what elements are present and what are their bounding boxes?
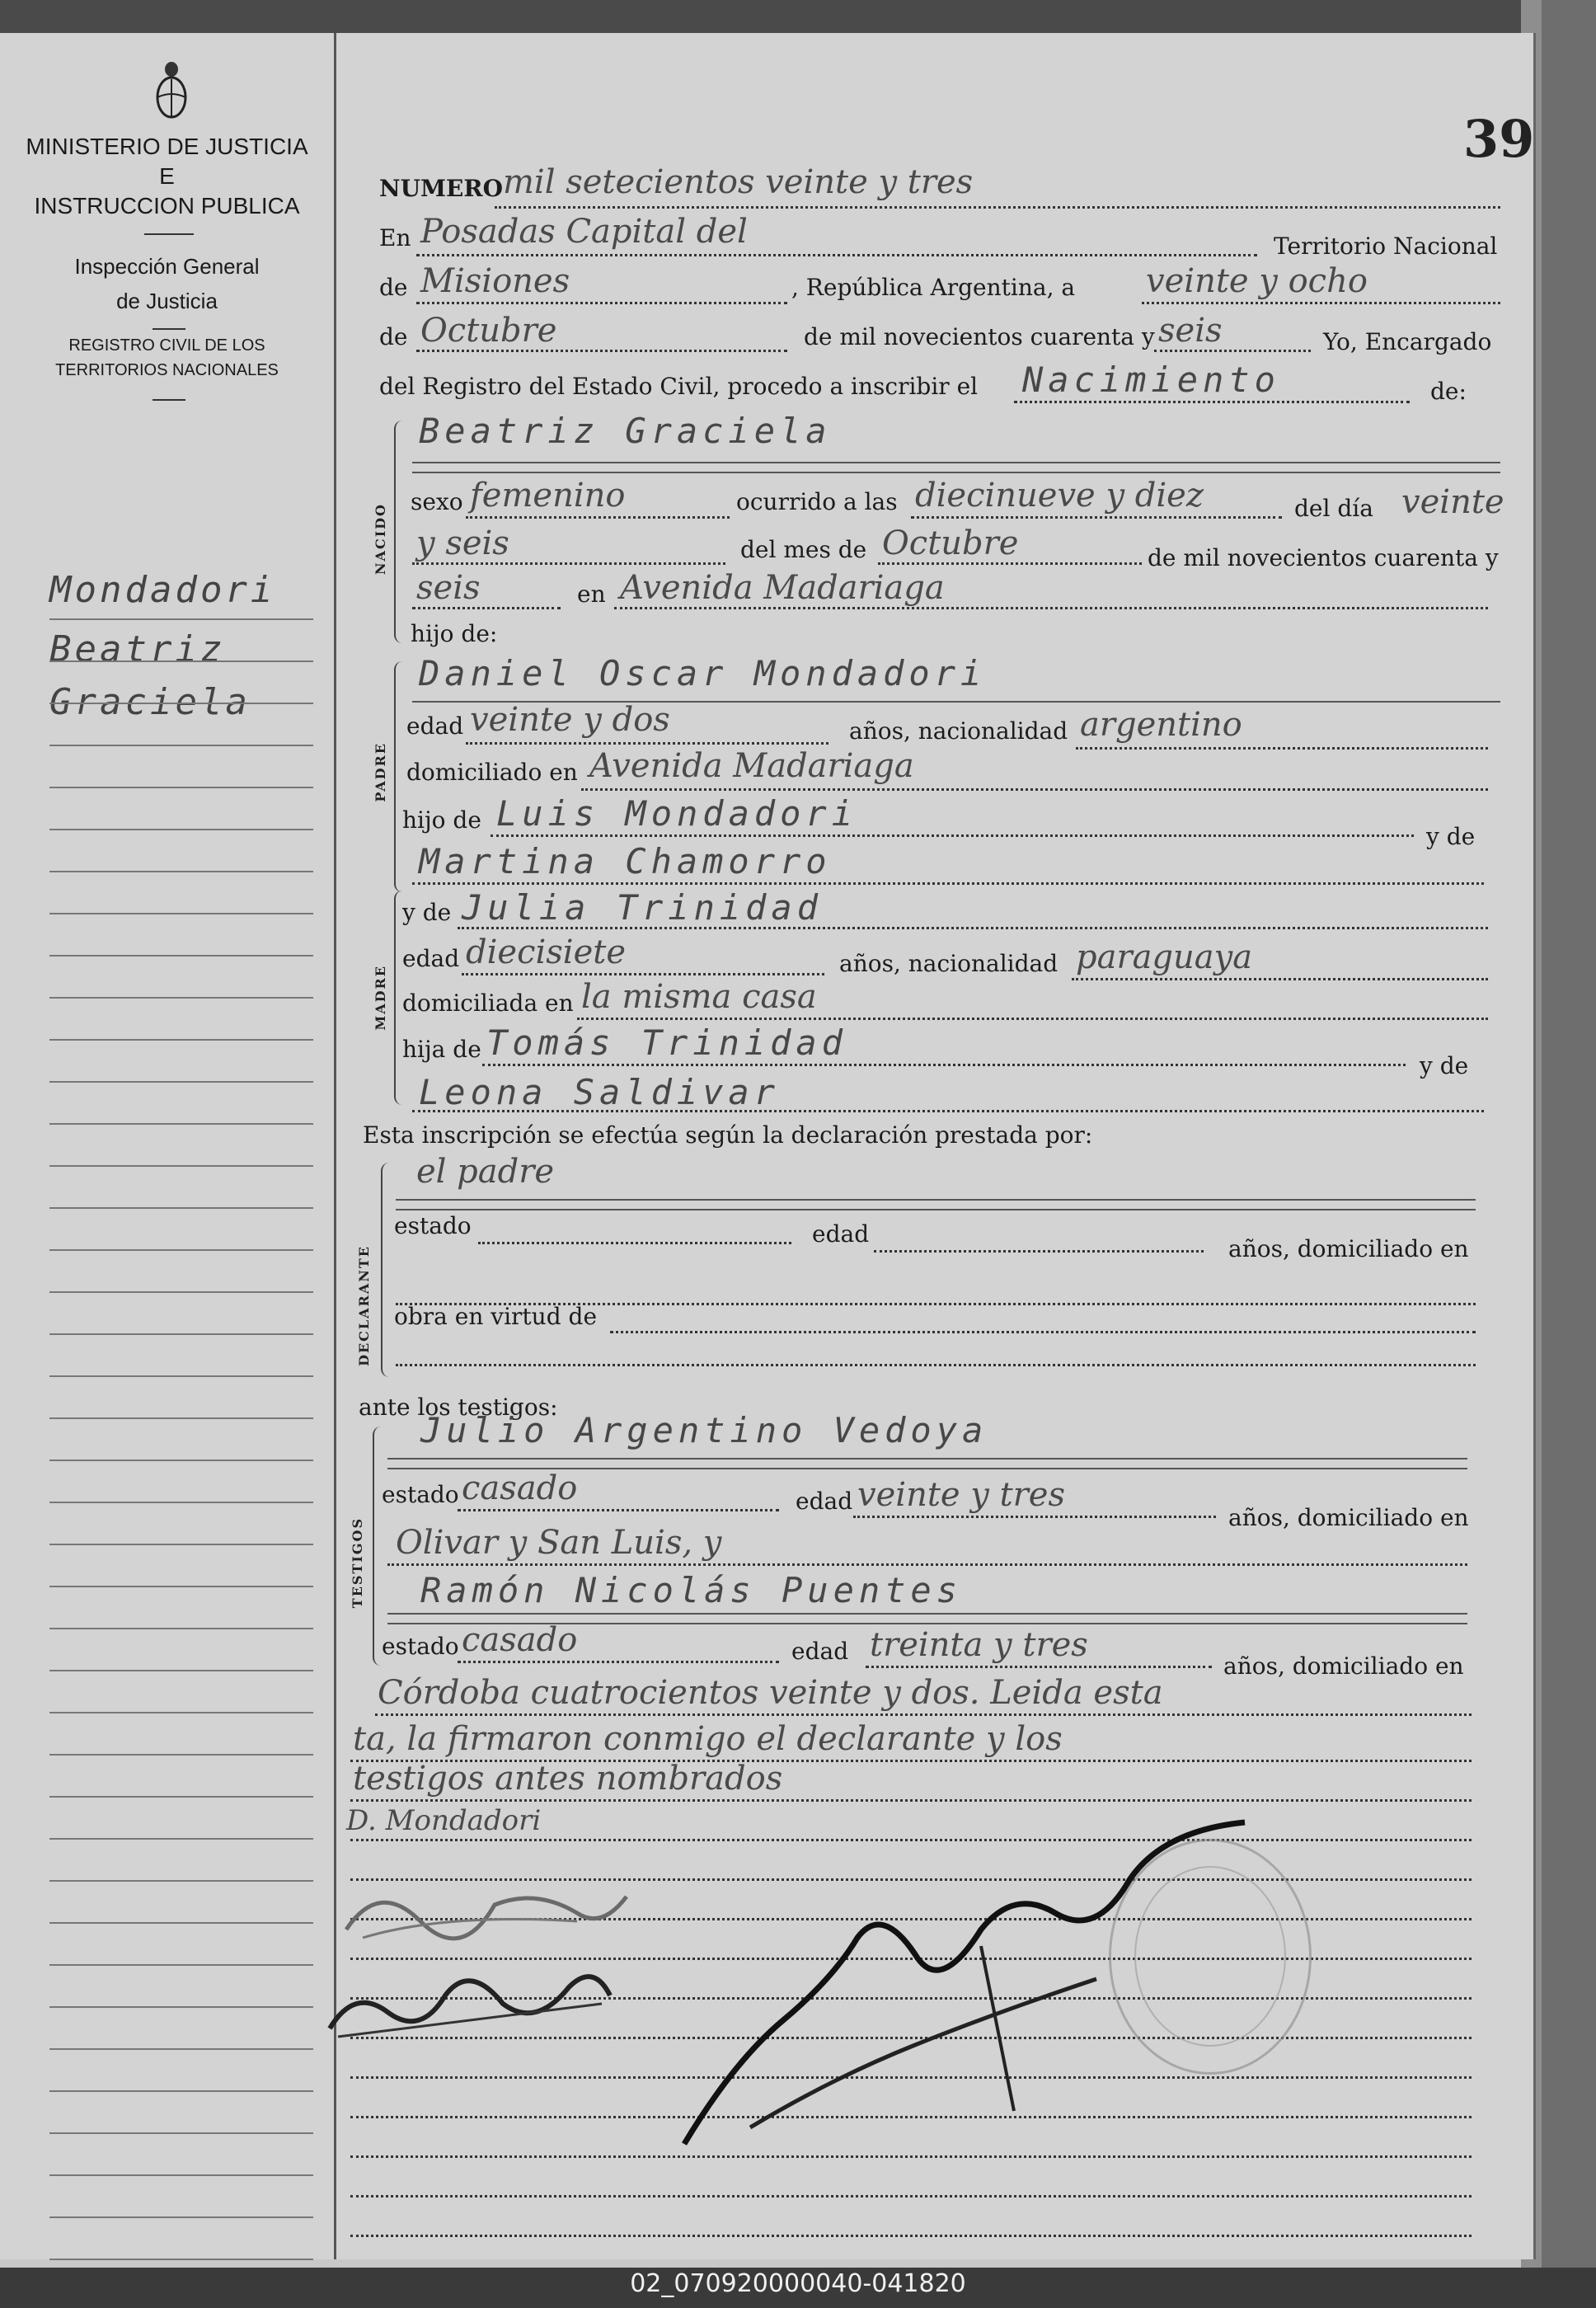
label-domiciliado-padre: domiciliado en — [406, 759, 578, 786]
rule-line — [387, 1458, 1467, 1460]
value-testigo1-estado: casado — [462, 1469, 578, 1507]
rule-line — [396, 1209, 1476, 1210]
value-madre-padre: Tomás Trinidad — [486, 1022, 848, 1063]
margin-ruled-line — [49, 1922, 313, 1924]
value-dia-cont: y seis — [416, 524, 509, 562]
margin-ruled-line — [49, 2090, 313, 2092]
header-divider-2 — [153, 328, 185, 330]
label-en-lugar: en — [577, 581, 606, 608]
witness-signature-2-icon — [322, 1938, 618, 2053]
label-estado-t1: estado — [382, 1481, 459, 1508]
margin-ruled-line — [49, 1375, 313, 1377]
value-madre-nac: paraguaya — [1076, 938, 1253, 976]
label-del-mes: del mes de — [740, 536, 867, 563]
dotted-line — [458, 1509, 779, 1511]
side-label-declarante: DECLARANTE — [356, 1245, 372, 1366]
value-anio: seis — [1158, 312, 1223, 350]
dotted-line — [878, 562, 1142, 565]
margin-column — [0, 33, 336, 2259]
value-padre-madre: Martina Chamorro — [419, 841, 832, 881]
value-padre-nombre: Daniel Oscar Mondadori — [419, 653, 987, 693]
dotted-line — [375, 1713, 1472, 1716]
label-registro: del Registro del Estado Civil, procedo a inscribir el — [379, 373, 979, 400]
label-del-dia: del día — [1294, 495, 1373, 522]
dotted-line — [1154, 350, 1311, 352]
signature-line — [350, 2235, 1472, 2237]
margin-ruled-line — [49, 997, 313, 999]
margin-ruled-line — [49, 1502, 313, 1503]
value-cierre-2: testigos antes nombrados — [353, 1760, 783, 1798]
label-de: de — [379, 274, 408, 301]
ministry-line3: INSTRUCCION PUBLICA — [34, 193, 300, 219]
margin-ruled-line — [49, 1838, 313, 1840]
margin-ruled-line — [49, 1333, 313, 1335]
margin-ruled-line — [49, 1670, 313, 1671]
value-territorio: Misiones — [420, 262, 570, 300]
dotted-line — [614, 607, 1488, 609]
national-crest-icon — [151, 58, 192, 124]
stamp-inner-ring — [1134, 1866, 1286, 2047]
dotted-line — [396, 1364, 1476, 1366]
value-padre-dom: Avenida Madariaga — [589, 747, 914, 785]
rule-line — [412, 462, 1500, 463]
margin-second-name: Graciela — [49, 681, 251, 723]
dotted-line — [466, 742, 829, 745]
margin-ruled-line — [49, 1796, 313, 1798]
dotted-line — [387, 1563, 1467, 1566]
dotted-line — [416, 254, 1257, 256]
sheet-number: 39 — [1463, 109, 1535, 169]
label-anios-nac-madre: años, nacionalidad — [839, 950, 1059, 977]
label-hija-de: hija de — [402, 1036, 481, 1063]
side-label-testigos: TESTIGOS — [350, 1517, 365, 1609]
value-cierre-1: ta, la firmaron conmigo el declarante y los — [353, 1720, 1063, 1758]
label-anios-nac-padre: años, nacionalidad — [849, 717, 1068, 745]
header-divider-3 — [153, 399, 185, 401]
value-madre-madre: Leona Saldivar — [419, 1072, 781, 1112]
label-de-mil-2: de mil novecientos cuarenta y — [1148, 544, 1499, 571]
margin-ruled-line — [49, 913, 313, 914]
value-testigo1-dom: Olivar y San Luis, y — [396, 1524, 722, 1562]
value-fecha-dia: veinte y ocho — [1146, 262, 1368, 300]
dotted-line — [610, 1331, 1476, 1333]
dotted-line — [874, 1250, 1204, 1253]
dotted-line — [581, 788, 1488, 791]
value-mes-nac: Octubre — [882, 524, 1019, 562]
margin-ruled-line — [49, 2006, 313, 2008]
margin-ruled-line — [49, 1628, 313, 1629]
margin-ruled-line — [49, 1460, 313, 1461]
value-numero: mil setecientos veinte y tres — [503, 163, 974, 201]
margin-ruled-line — [49, 745, 313, 746]
rule-line — [412, 472, 1500, 473]
margin-ruled-line — [49, 871, 313, 872]
label-numero: NUMERO — [379, 175, 504, 202]
ministry-line2: E — [159, 163, 175, 189]
dotted-line — [911, 516, 1282, 519]
dotted-line — [866, 1666, 1212, 1668]
value-nombre: Beatriz Graciela — [419, 411, 832, 451]
dotted-line — [577, 1018, 1488, 1020]
registry-line2: TERRITORIOS NACIONALES — [55, 361, 279, 379]
value-acto: Nacimiento — [1022, 360, 1280, 400]
bracket-testigos — [373, 1427, 386, 1666]
margin-ruled-line — [49, 787, 313, 788]
margin-ruled-line — [49, 1712, 313, 1713]
rule-line — [396, 1199, 1476, 1201]
dotted-line — [853, 1516, 1216, 1518]
margin-surname: Mondadori — [49, 569, 276, 611]
margin-ruled-line — [49, 1249, 313, 1251]
margin-ruled-line — [49, 2259, 313, 2260]
margin-ruled-line — [49, 829, 313, 830]
dotted-line — [412, 1110, 1484, 1112]
label-republica: , República Argentina, a — [791, 274, 1076, 301]
label-y-de-madre: y de — [402, 899, 452, 926]
label-de-mil: de mil novecientos cuarenta y — [804, 323, 1155, 350]
value-padre-nac: argentino — [1080, 706, 1242, 744]
value-padre-edad: veinte y dos — [470, 701, 670, 739]
dotted-line — [1076, 747, 1488, 750]
value-madre-edad: diecisiete — [466, 933, 627, 971]
label-inscripcion: Esta inscripción se efectúa según la declaración prestada por: — [363, 1121, 1093, 1149]
dotted-line — [482, 1064, 1406, 1066]
dotted-line — [466, 516, 730, 519]
margin-ruled-line — [49, 1544, 313, 1545]
dotted-line — [458, 1661, 779, 1663]
value-testigo2-estado: casado — [462, 1621, 578, 1659]
signature-line — [350, 2195, 1472, 2198]
dotted-line — [1142, 302, 1500, 304]
margin-ruled-line — [49, 1964, 313, 1966]
label-y-de-padre: y de — [1426, 823, 1476, 850]
dotted-line — [416, 350, 787, 352]
label-estado-decl: estado — [394, 1212, 472, 1239]
value-mes: Octubre — [420, 312, 557, 350]
dotted-line — [1014, 401, 1410, 403]
value-testigo2-dom: Córdoba cuatrocientos veinte y dos. Leida esta — [378, 1674, 1163, 1712]
label-anios-dom-t2: años, domiciliado en — [1223, 1652, 1464, 1680]
bracket-declarante — [381, 1163, 394, 1377]
margin-ruled-line — [49, 2048, 313, 2050]
value-anio-nac: seis — [416, 569, 481, 607]
label-de-colon: de: — [1430, 378, 1467, 405]
label-edad-madre: edad — [402, 945, 460, 972]
margin-ruled-line — [49, 2132, 313, 2134]
label-anios-dom-decl: años, domiciliado en — [1228, 1235, 1469, 1262]
bracket-padre — [394, 661, 407, 892]
value-testigo2-edad: treinta y tres — [870, 1626, 1088, 1664]
margin-ruled-line — [49, 1880, 313, 1882]
signature-father: D. Mondadori — [346, 1804, 542, 1837]
label-hijo-de: hijo de: — [411, 620, 498, 647]
scan-edge-right — [1542, 0, 1596, 2268]
label-y-de-madre-2: y de — [1420, 1052, 1469, 1079]
birth-record-form — [0, 33, 1536, 2259]
label-edad-t2: edad — [791, 1638, 849, 1665]
margin-ruled-line — [49, 703, 313, 704]
ministry-line1: MINISTERIO DE JUSTICIA — [26, 134, 308, 159]
bracket-nacido — [394, 421, 407, 643]
label-hijo-de-padre: hijo de — [402, 806, 481, 834]
dotted-line — [491, 834, 1414, 837]
registry-line1: REGISTRO CIVIL DE LOS — [68, 336, 265, 355]
margin-ruled-line — [49, 1417, 313, 1419]
margin-ruled-line — [49, 2216, 313, 2218]
dotted-line — [412, 882, 1484, 885]
dotted-line — [350, 1799, 1472, 1802]
label-territorio: Territorio Nacional — [1274, 233, 1498, 260]
side-label-padre: PADRE — [373, 742, 388, 802]
dotted-line — [412, 562, 725, 565]
margin-ruled-line — [49, 1207, 313, 1209]
value-testigo1-edad: veinte y tres — [857, 1476, 1065, 1514]
dotted-line — [412, 607, 561, 609]
image-id-caption: 02_070920000040-041820 — [630, 2269, 966, 2298]
margin-ruled-line — [49, 660, 313, 662]
label-en: En — [379, 224, 411, 251]
label-estado-t2: estado — [382, 1633, 459, 1660]
value-lugar-nac: Avenida Madariaga — [620, 569, 945, 607]
label-de-mes: de — [379, 323, 408, 350]
value-en: Posadas Capital del — [420, 213, 748, 251]
margin-ruled-line — [49, 1291, 313, 1293]
dotted-line — [478, 1242, 791, 1244]
label-edad-t1: edad — [796, 1488, 853, 1515]
value-declarante: el padre — [416, 1153, 555, 1191]
value-dia: veinte — [1401, 483, 1504, 521]
margin-ruled-line — [49, 1039, 313, 1041]
dotted-line — [458, 927, 1488, 929]
dotted-line — [1072, 978, 1488, 980]
inspection-line2: de Justicia — [116, 289, 218, 313]
header-divider — [144, 233, 194, 235]
margin-ruled-line — [49, 1123, 313, 1125]
margin-first-name: Beatriz — [49, 628, 226, 670]
value-hora: diecinueve y diez — [915, 477, 1204, 515]
label-sexo: sexo — [411, 488, 463, 515]
label-domiciliada-madre: domiciliada en — [402, 989, 574, 1017]
side-label-madre: MADRE — [373, 965, 388, 1031]
label-edad-decl: edad — [812, 1220, 870, 1248]
label-yo: Yo, Encargado — [1323, 328, 1492, 355]
dotted-line — [416, 302, 787, 304]
inspection-line1: Inspección General — [74, 254, 260, 279]
official-stamp-icon — [1109, 1839, 1312, 2075]
label-obra: obra en virtud de — [394, 1303, 598, 1330]
value-testigo1: Julio Argentino Vedoya — [420, 1410, 988, 1450]
label-ante: ante los testigos: — [359, 1394, 558, 1421]
side-label-nacido: NACIDO — [373, 503, 388, 576]
dotted-line — [462, 973, 824, 975]
label-edad-padre: edad — [406, 712, 464, 740]
dotted-line — [495, 206, 1500, 209]
value-testigo2: Ramón Nicolás Puentes — [420, 1570, 963, 1610]
value-padre-padre: Luis Mondadori — [496, 793, 858, 834]
label-anios-dom-t1: años, domiciliado en — [1228, 1504, 1469, 1531]
margin-ruled-line — [49, 1081, 313, 1083]
margin-ruled-line — [49, 2174, 313, 2176]
margin-ruled-line — [49, 618, 313, 620]
margin-ruled-line — [49, 1586, 313, 1587]
value-sexo: femenino — [470, 477, 626, 515]
rule-line — [387, 1613, 1467, 1615]
margin-ruled-line — [49, 955, 313, 957]
label-ocurrido: ocurrido a las — [736, 488, 898, 515]
value-madre-dom: la misma casa — [581, 978, 817, 1016]
value-madre-nombre: Julia Trinidad — [462, 887, 824, 928]
margin-ruled-line — [49, 1754, 313, 1756]
margin-ruled-line — [49, 1165, 313, 1167]
